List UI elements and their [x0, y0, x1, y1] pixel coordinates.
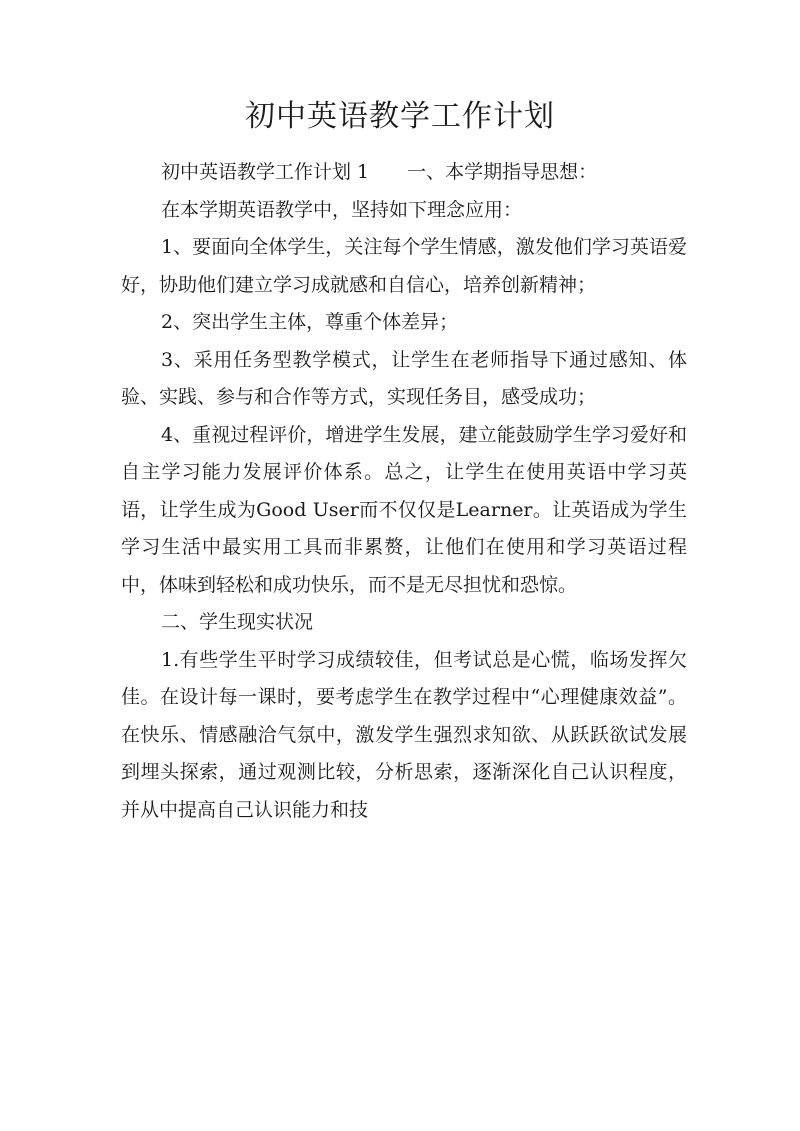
paragraph: 1、要面向全体学生，关注每个学生情感，激发他们学习英语爱好，协助他们建立学习成就感和自信心，培养创新精神； — [121, 236, 687, 296]
paragraph: 4、重视过程评价，增进学生发展，建立能鼓励学生学习爱好和自主学习能力发展评价体系。总之，让学生在使用英语中学习英语，让学生成为Good User而不仅仅是Learner。让英语成为学生学习生活中最实用工具而非累赘，让他们在使用和学习英语过程中，体味到轻松和成功快乐，而不是无尽担忧和恐惊。 — [121, 423, 687, 596]
document-title: 初中英语教学工作计划 — [245, 99, 555, 134]
lead-heading: 一、本学期指导思想： — [407, 161, 598, 183]
paragraph: 在本学期英语教学中，坚持如下理念应用： — [161, 198, 523, 221]
lead-line — [121, 154, 687, 192]
paragraph: 1.有些学生平时学习成绩较佳，但考试总是心慌，临场发挥欠佳。在设计每一课时，要考虑学生在教学过程中“心理健康效益”。在快乐、情感融洽气氛中，激发学生强烈求知欲、从跃跃欲试发展到埋头探索，通过观测比较，分析思索，逐渐深化自己认识程度，并从中提高自己认识能力和技 — [121, 648, 687, 821]
paragraph: 3、采用任务型教学模式，让学生在老师指导下通过感知、体验、实践、参与和合作等方式，实现任务目，感受成功； — [121, 348, 687, 408]
lead-label: 初中英语教学工作计划 1 — [161, 161, 370, 183]
paragraph: 2、突出学生主体，尊重个体差异； — [161, 311, 459, 333]
document-body — [121, 154, 687, 829]
section-heading: 二、学生现实状况 — [161, 611, 314, 633]
